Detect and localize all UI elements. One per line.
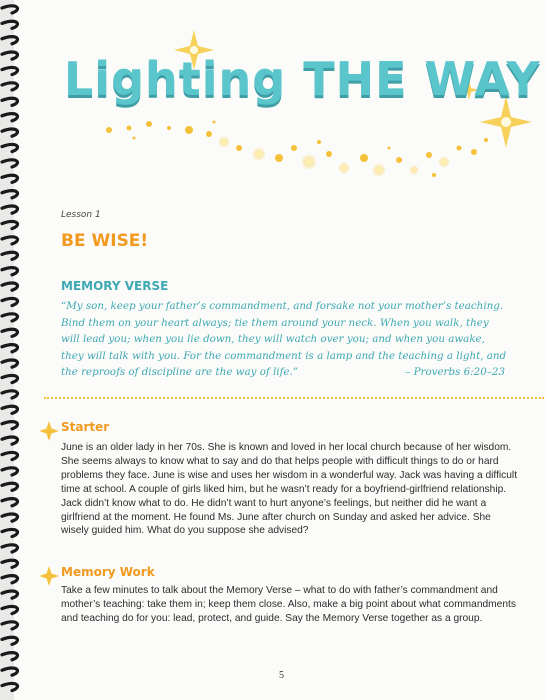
spiral-coil [2,160,17,167]
spiral-coil [2,129,17,136]
spiral-coil [2,406,17,413]
spiral-coil [2,298,17,305]
memory-verse-text [61,298,509,381]
spiral-coil [2,622,17,629]
spiral-coil [2,206,17,213]
spiral-coil [2,37,17,44]
spiral-coil [2,683,17,690]
spiral-coil [2,468,17,475]
spiral-coil [2,252,17,259]
spiral-coil [2,483,17,490]
spiral-coil [2,499,17,506]
spiral-coil [2,98,17,105]
spiral-coil [2,391,17,398]
spiral-coil [2,375,17,382]
spiral-coil [2,422,17,429]
spiral-coil [2,576,17,583]
spiral-coil [2,83,17,90]
starter-heading: Starter [61,420,110,434]
lesson-title: BE WISE! [61,231,149,251]
sparkle-dots [106,121,488,178]
sparkle-star-icon [38,565,60,587]
spiral-coil [2,545,17,552]
spiral-coil [2,591,17,598]
memory-verse-body: “My son, keep your father’s commandment, and forsake not your mother’s teaching. Bind them on your heart always; tie them around your neck. When you walk, they will lead you; when you lie down, they will watch over you; and when you awake, they will talk with you. For the commandment is a lamp and the teaching a light, and the reproofs of discipline are the way of life.” [61,300,507,379]
spiral-coil [2,345,17,352]
spiral-coil [2,21,17,28]
spiral-coil [2,637,17,644]
memory-verse-heading: MEMORY VERSE [61,279,169,293]
memory-work-heading: Memory Work [61,565,155,579]
spiral-coil [2,268,17,275]
sparkle-star-icon [38,420,60,442]
spiral-coil [2,144,17,151]
lesson-label: Lesson 1 [61,210,101,220]
spiral-coil [2,360,17,367]
spiral-coil [2,283,17,290]
spiral-coil [2,52,17,59]
spiral-coil [2,560,17,567]
spiral-coil [2,514,17,521]
spiral-coil [2,221,17,228]
spiral-coil [2,452,17,459]
memory-work-text: Take a few minutes to talk about the Memory Verse – what to do with father’s commandment and mother’s teaching: take them in; keep them close. Also, make a big point about what commandments and teaching do for you: lead, protect, and guide. Say the Memory Verse together as a group. [61,585,516,624]
starter-text: June is an older lady in her 70s. She is known and loved in her local church because of her wisdom. She seems always to know what to say and do that helps people with difficult things to do or hard problems they face. June is wise and uses her wisdom in a wonderful way. Jack was having a difficult time at school. A couple of girls liked him, but he wasn’t ready for a boyfriend-girlfriend relationship. Jack didn’t know what to do. He didn’t want to hurt anyone’s feelings, but neither did he want a girlfriend at the moment. He found Ms. June after church on Sunday and asked her advice. She wisely guided him. What do you suppose she advised? [61,442,518,537]
spiral-coil [2,314,17,321]
page-title: Lighting THE WAY [64,52,541,106]
spiral-coil [2,668,17,675]
spiral-coil [2,653,17,660]
spiral-coil [2,6,17,13]
page-number: 5 [279,670,284,681]
spiral-coil [2,437,17,444]
spiral-coil [2,114,17,121]
spiral-binding [0,0,24,700]
spiral-coil [2,237,17,244]
spiral-coil [2,175,17,182]
spiral-coil [2,606,17,613]
spiral-coil [2,329,17,336]
book-page [14,0,545,700]
spiral-coil [2,191,17,198]
spiral-coil [2,529,17,536]
memory-verse-reference: – Proverbs 6:20–23 [405,366,505,379]
spiral-coil [2,67,17,74]
section-divider [44,397,544,399]
